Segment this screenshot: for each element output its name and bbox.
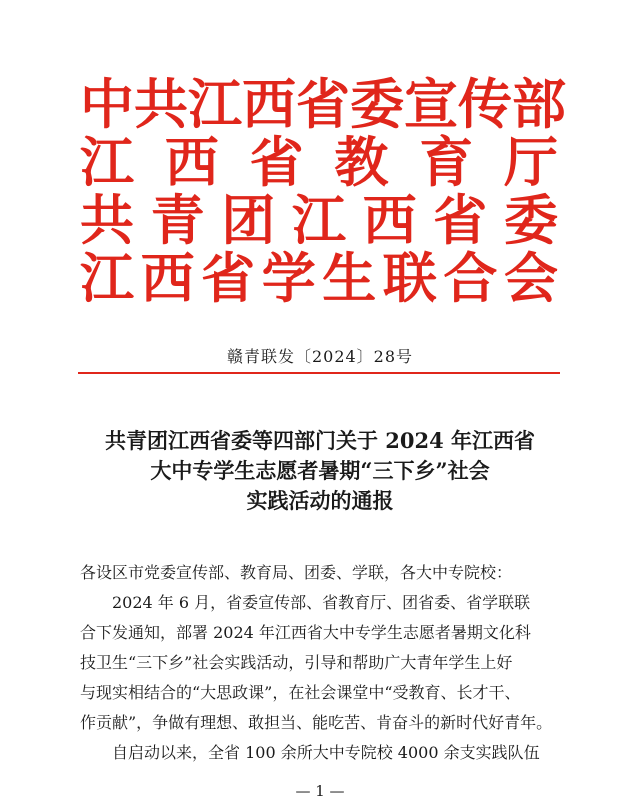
header-char: 江	[291, 189, 346, 252]
salutation: 各设区市党委宣传部、教育局、团委、学联，各大中专院校：	[80, 563, 513, 582]
body-line: 自启动以来，全省 100 余所大中专院校 4000 余支实践队伍	[112, 743, 540, 762]
header-line-3	[80, 189, 558, 252]
header-char: 传	[458, 73, 512, 136]
header-char: 西	[362, 189, 417, 252]
header-char: 育	[419, 131, 474, 194]
header-char: 教	[334, 131, 389, 194]
body-line: 技卫生“三下乡”社会实践活动，引导和帮助广大青年学生上好	[80, 653, 513, 672]
document-body	[80, 558, 560, 768]
header-char: 联	[382, 247, 437, 310]
header-char: 共	[80, 189, 134, 252]
header-char: 西	[242, 73, 296, 136]
header-char: 省	[433, 189, 488, 252]
body-line: 与现实相结合的“大思政课”，在社会课堂中“受教育、长才干、	[80, 683, 521, 702]
header-char: 江	[80, 131, 134, 194]
header-char: 会	[503, 247, 558, 310]
title-line: 实践活动的通报	[246, 488, 394, 513]
header-char: 学	[261, 247, 316, 310]
header-char: 厅	[503, 131, 558, 194]
document-number: 赣青联发〔2024〕28号	[226, 347, 414, 366]
header-char: 西	[164, 131, 219, 194]
header-char: 团	[221, 189, 276, 252]
header-line-4	[80, 247, 558, 310]
red-divider-line	[78, 372, 560, 374]
page-number: — 1 —	[295, 782, 345, 800]
title-line: 共青团江西省委等四部门关于 2024 年江西省	[104, 428, 536, 453]
header-char: 江	[188, 73, 242, 136]
body-line: 作贡献”，争做有理想、敢担当、能吃苦、肯奋斗的新时代好青年。	[80, 713, 553, 732]
title-line: 大中专学生志愿者暑期“三下乡”社会	[150, 458, 490, 483]
header-char: 生	[322, 247, 377, 310]
header-char: 部	[512, 73, 566, 136]
header-char: 西	[140, 247, 195, 310]
header-char: 江	[80, 247, 134, 310]
header-char: 合	[443, 247, 498, 310]
header-char: 共	[134, 73, 188, 136]
issuing-authorities-header	[80, 73, 566, 310]
document-title	[60, 426, 580, 516]
header-char: 省	[201, 247, 256, 310]
header-char: 委	[350, 73, 404, 136]
header-line-1	[80, 73, 566, 136]
header-char: 省	[249, 131, 304, 194]
body-line: 2024 年 6 月，省委宣传部、省教育厅、团省委、省学联联	[112, 593, 531, 612]
header-char: 青	[150, 189, 205, 252]
body-line: 合下发通知，部署 2024 年江西省大中专学生志愿者暑期文化科	[80, 623, 531, 642]
header-char: 宣	[404, 73, 458, 136]
header-char: 委	[503, 189, 558, 252]
header-char: 中	[80, 73, 134, 136]
header-line-2	[80, 131, 558, 194]
header-char: 省	[296, 73, 350, 136]
